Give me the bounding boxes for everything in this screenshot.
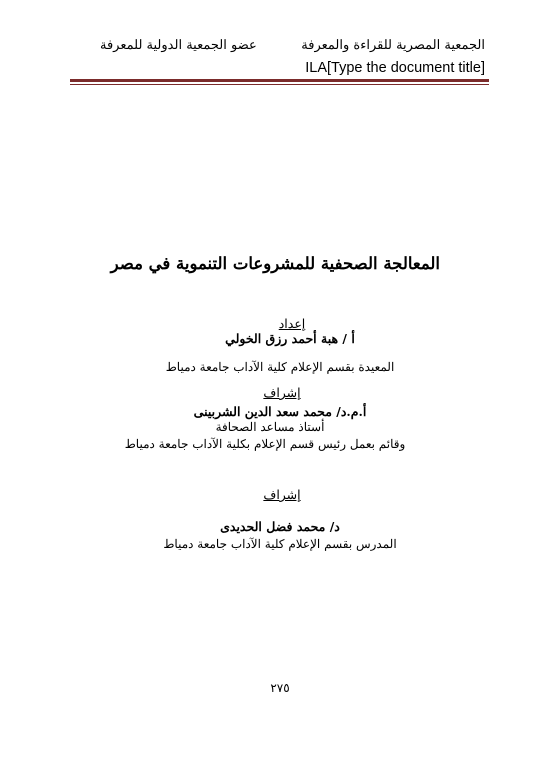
- page-number: ٢٧٥: [270, 681, 290, 695]
- supervisor1-title: أستاذ مساعد الصحافة: [215, 420, 325, 434]
- header-divider-thin: [70, 84, 489, 85]
- page-title: المعالجة الصحفية للمشروعات التنموية في مصر: [110, 254, 440, 273]
- author-name: أ / هبة أحمد رزق الخولي: [225, 331, 355, 346]
- supervisor2-name: د/ محمد فضل الحديدى: [220, 519, 340, 534]
- header-organizations: [100, 38, 485, 53]
- header-divider-thick: [70, 79, 489, 82]
- supervisor1-role: وقائم بعمل رئيس قسم الإعلام بكلية الآداب جامعة دمياط: [124, 437, 406, 451]
- supervisor1-name: أ.م.د/ محمد سعد الدين الشربينى: [193, 404, 367, 419]
- author-role: المعيدة بقسم الإعلام كلية الآداب جامعة دمياط: [165, 360, 395, 374]
- supervisor2-role: المدرس بقسم الإعلام كلية الآداب جامعة دمياط: [163, 537, 397, 551]
- header-document-title: ILA[Type the document title]: [305, 60, 485, 76]
- supervisor2-label: إشراف: [263, 487, 301, 502]
- author-label: إعداد: [278, 316, 306, 331]
- supervisor1-label: إشراف: [263, 385, 301, 400]
- header-society: الجمعية المصرية للقراءة والمعرفة: [301, 38, 485, 53]
- header-membership: عضو الجمعية الدولية للمعرفة: [100, 38, 257, 53]
